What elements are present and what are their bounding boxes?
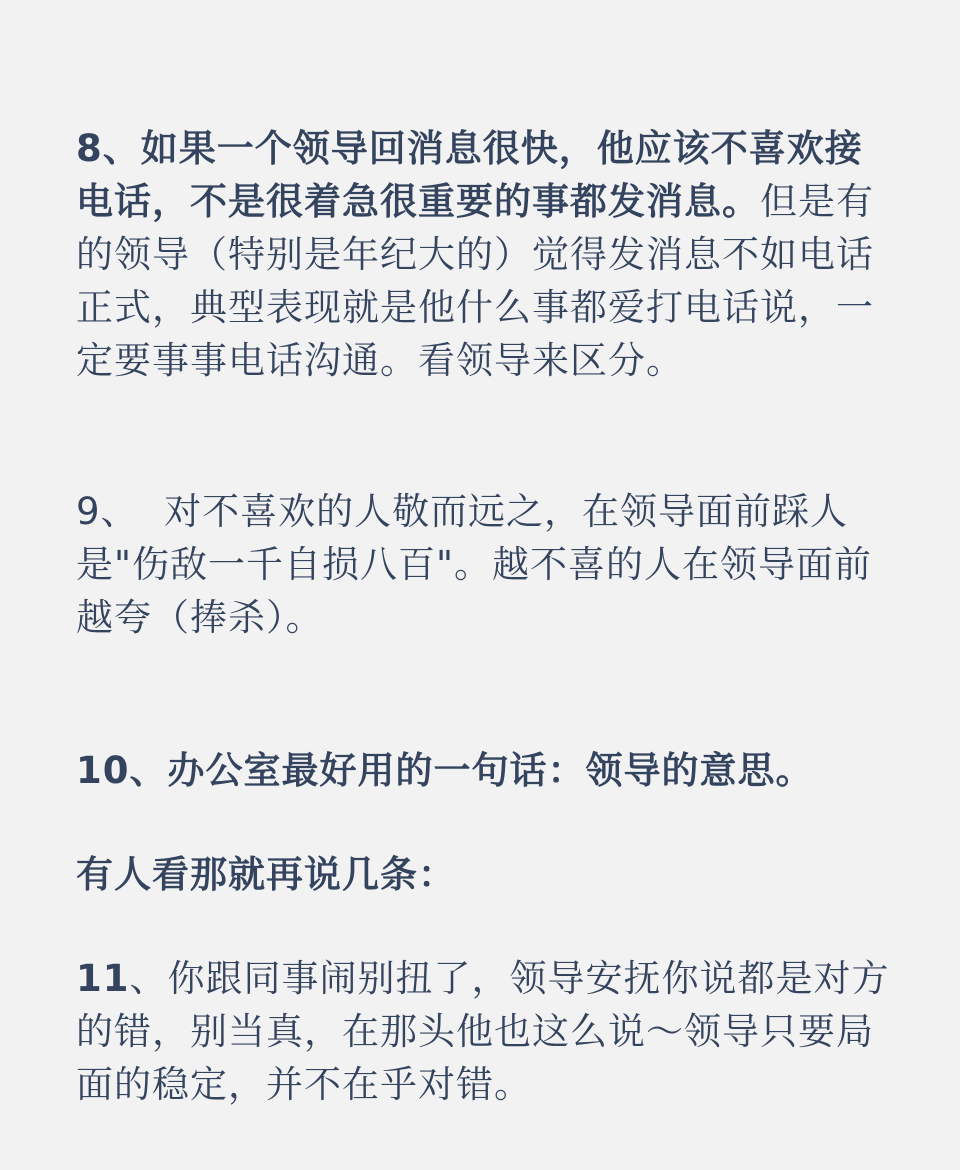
item-11-line-3: 面的稳定，并不在乎对错。 [76, 1063, 532, 1106]
item-8-line-1 [76, 122, 876, 175]
item-9-line-3: 越夸（捧杀）。 [76, 596, 324, 639]
item-8-line-4: 正式，典型表现就是他什么事都爱打电话说，一 [76, 286, 874, 329]
item-9-line-1: 9、 对不喜欢的人敬而远之，在领导面前踩人 [76, 490, 849, 533]
item-11-line-1-text: 、你跟同事闹别扭了，领导安抚你说都是对方 [129, 957, 890, 1000]
item-8-paragraph [76, 122, 876, 387]
item-9-line-2: 是"伤敌一千自损八百"。越不喜的人在领导面前 [76, 543, 873, 586]
item-10-paragraph [76, 744, 876, 797]
item-8-line-2-bold: 电话，不是很着急很重要的事都发消息。 [76, 180, 760, 223]
item-8-line-2 [76, 175, 876, 228]
item-9-paragraph [76, 485, 876, 644]
more-items-heading-text: 有人看那就再说几条： [76, 853, 456, 896]
item-11-line-2: 的错，别当真，在那头他也这么说～领导只要局 [76, 1010, 874, 1053]
more-items-heading [76, 848, 876, 901]
item-8-line-3: 的领导（特别是年纪大的）觉得发消息不如电话 [76, 233, 874, 276]
item-11-line-1 [76, 952, 890, 1005]
item-8-line-1-bold: 8、如果一个领导回消息很快，他应该不喜欢接 [76, 127, 863, 170]
item-11-paragraph [76, 952, 890, 1111]
item-11-number: 11 [76, 957, 130, 1000]
item-8-line-5: 定要事事电话沟通。看领导来区分。 [76, 339, 684, 382]
item-10-line-1: 10、办公室最好用的一句话：领导的意思。 [76, 749, 814, 792]
item-8-line-2-normal: 但是有 [760, 180, 874, 223]
